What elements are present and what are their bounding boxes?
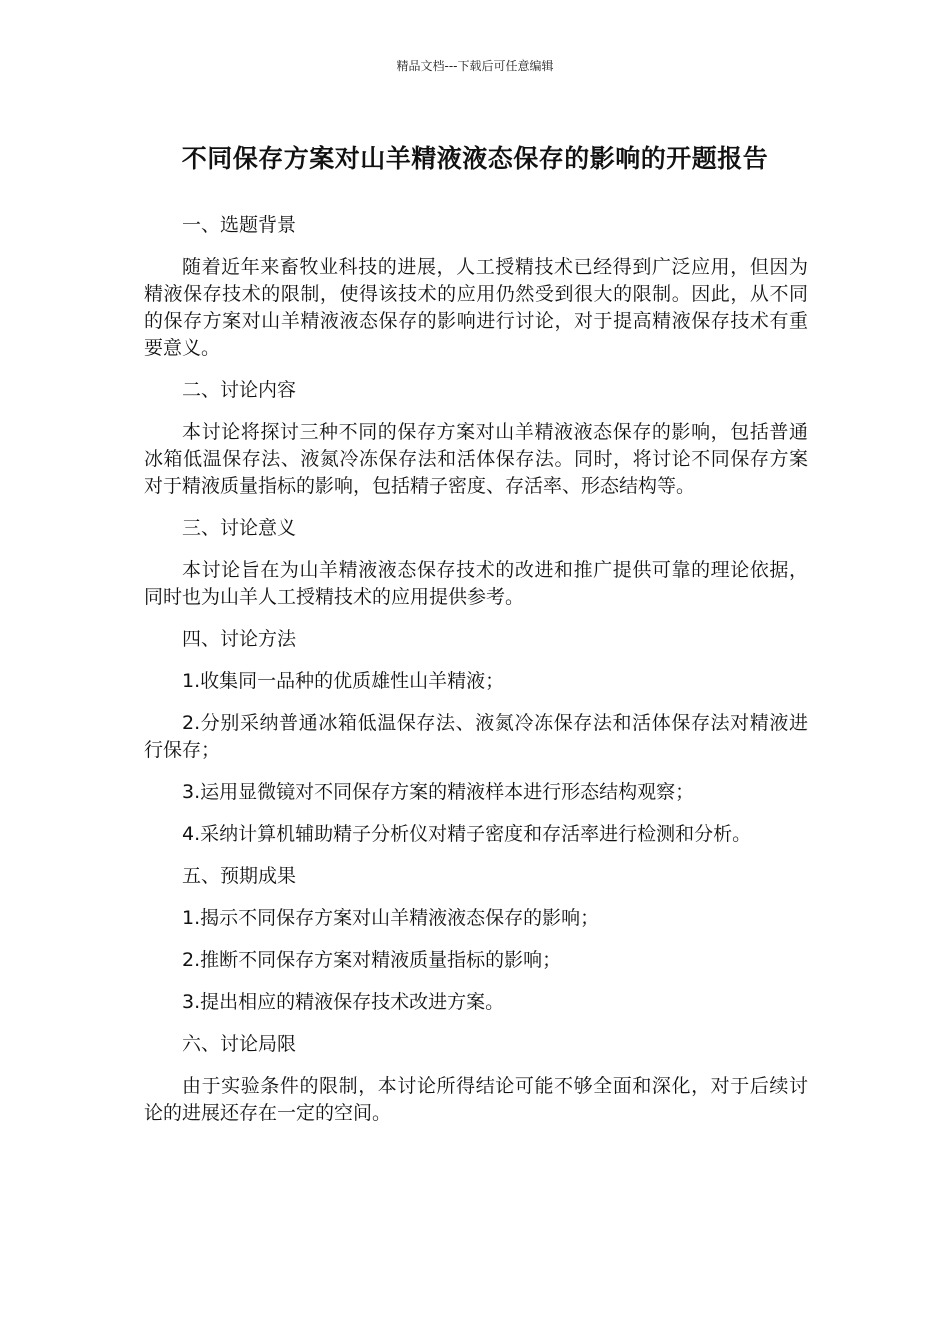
paragraph: 由于实验条件的限制，本讨论所得结论可能不够全面和深化，对于后续讨论的进展还存在一定的空间。	[144, 1075, 808, 1124]
document-title: 不同保存方案对山羊精液液态保存的影响的开题报告	[181, 144, 769, 173]
section-heading: 六、讨论局限	[182, 1033, 297, 1055]
paragraph: 本讨论旨在为山羊精液液态保存技术的改进和推广提供可靠的理论依据，同时也为山羊人工授精技术的应用提供参考。	[144, 559, 808, 608]
list-item: 2.分别采纳普通冰箱低温保存法、液氮冷冻保存法和活体保存法对精液进行保存；	[144, 712, 808, 761]
section-heading: 四、讨论方法	[182, 628, 297, 650]
list-item: 1.揭示不同保存方案对山羊精液液态保存的影响；	[182, 907, 600, 929]
list-item: 2.推断不同保存方案对精液质量指标的影响；	[182, 949, 562, 971]
page-header: 精品文档---下载后可任意编辑	[396, 59, 554, 73]
list-item: 1.收集同一品种的优质雄性山羊精液；	[182, 670, 505, 692]
list-item: 4.采纳计算机辅助精子分析仪对精子密度和存活率进行检测和分析。	[182, 823, 752, 845]
paragraph: 本讨论将探讨三种不同的保存方案对山羊精液液态保存的影响，包括普通冰箱低温保存法、液氮冷冻保存法和活体保存法。同时，将讨论不同保存方案对于精液质量指标的影响，包括精子密度、存活率、形态结构等。	[144, 421, 808, 497]
section-heading: 二、讨论内容	[182, 379, 297, 401]
paragraph: 随着近年来畜牧业科技的进展，人工授精技术已经得到广泛应用，但因为精液保存技术的限制，使得该技术的应用仍然受到很大的限制。因此，从不同的保存方案对山羊精液液态保存的影响进行讨论，对于提高精液保存技术有重要意义。	[144, 256, 808, 359]
section-heading: 五、预期成果	[182, 865, 297, 887]
document-body	[144, 212, 808, 1142]
list-item: 3.提出相应的精液保存技术改进方案。	[182, 991, 505, 1013]
section-heading: 三、讨论意义	[182, 517, 297, 539]
section-heading: 一、选题背景	[182, 214, 297, 236]
list-item: 3.运用显微镜对不同保存方案的精液样本进行形态结构观察；	[182, 781, 695, 803]
